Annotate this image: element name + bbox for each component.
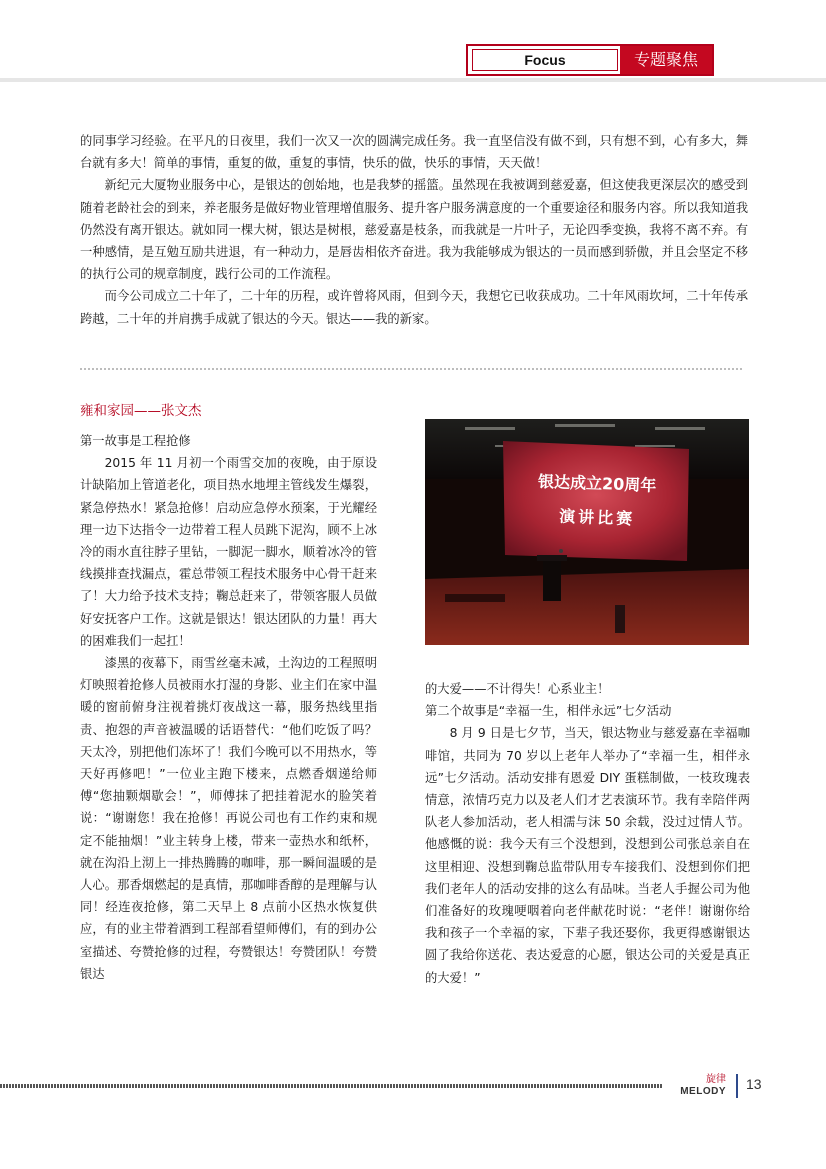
left-column: [80, 430, 377, 985]
footer-brand: [674, 1074, 726, 1098]
story1-continuation: 的大爱——不计得失！心系业主！: [425, 682, 610, 696]
story2-title: 第二个故事是“幸福一生，相伴永远”七夕活动: [425, 704, 672, 719]
footer-brand-cn: 旋律: [706, 1074, 726, 1085]
header-section-label: 专题聚焦: [620, 46, 712, 74]
intro-paragraph-2: 新纪元大厦物业服务中心，是银达的创始地，也是我梦的摇篮。虽然现在我被调到慈爱嘉，但这使我更深层次的感受到随着老龄社会的到来，养老服务是做好物业管理增值服务、提升客户服务满意度的一个重要途径和服务内容。所以我知道我仍然没有离开银达。就如同一棵大树，银达是树根，慈爱嘉是枝条，而我就是一片叶子，无论四季变换，我将不离不弃。有一种感情，是互勉互励共进退，有一种动力，是唇齿相依齐奋进。我为我能够成为银达的一员而感到骄傲，并且会坚定不移的执行公司的规章制度，践行公司的工作流程。: [80, 178, 748, 282]
page-number: 13: [746, 1076, 762, 1092]
section-divider: [80, 368, 742, 370]
story1-paragraph-1: 2015 年 11 月初一个雨雪交加的夜晚，由于原设计缺陷加上管道老化，项目热水地埋主管线发生爆裂，紧急停热水！紧急抢修！启动应急停水预案，于光耀经理一边下达指令一边带着工程人员跳下泥沟，顾不上冰冷的雨水直往脖子里钻，一脚泥一脚水，顺着冰冷的管线摸排查找漏点，霍总带领工程技术服务中心骨干赶来了！大力给予技术支持；鞠总赶来了，带领客服人员做好安抚客户工作。这就是银达！银达团队的力量！再大的困难我们一起扛！: [80, 456, 377, 648]
footer-brand-en: MELODY: [680, 1086, 726, 1097]
section-title: 雍和家园——张文杰: [80, 403, 202, 419]
header-focus-label: Focus: [472, 49, 618, 71]
event-photo: [425, 419, 749, 645]
story1-title: 第一故事是工程抢修: [80, 434, 191, 448]
screen-subtitle-text: 演讲比赛: [558, 506, 636, 529]
screen-title-text: 银达成立20周年: [537, 471, 657, 496]
intro-paragraph-1: 的同事学习经验。在平凡的日夜里，我们一次又一次的圆满完成任务。我一直坚信没有做不到，只有想不到，心有多大，舞台就有多大！简单的事情，重复的做，重复的事情，快乐的做，快乐的事情，天天做！: [80, 134, 748, 171]
intro-text: [80, 130, 748, 330]
story2-paragraph: 8 月 9 日是七夕节，当天，银达物业与慈爱嘉在幸福咖啡馆，共同为 70 岁以上老年人举办了“幸福一生，相伴永远”七夕活动。活动安排有恩爱 DIY 蛋糕制做，一枝玫瑰表情意，浓情巧克力以及老人们才艺表演环节。我有幸陪伴两队老人参加活动，老人相濡与沫 50 余载，没过过情人节。他感慨的说：我今天有三个没想到，没想到公司张总亲自在这里相迎、没想到鞠总监带队用专车接我们、没想到你们把我们老年人的活动安排的这么有品味。当老人手握公司为他们准备好的玫瑰哽咽着向老伴献花时说：“老伴！谢谢你给我和孩子一个幸福的家，下辈子我还娶你，我更得感谢银达圆了我给你送花、表达爱意的心愿，银达公司的关爱是真正的大爱！”: [425, 726, 750, 985]
footer-rule: [0, 1084, 662, 1088]
intro-paragraph-3: 而今公司成立二十年了，二十年的历程，或许曾将风雨，但到今天，我想它已收获成功。二十年风雨坎坷，二十年传承跨越，二十年的并肩携手成就了银达的今天。银达——我的新家。: [80, 289, 748, 326]
header-rule: [0, 78, 826, 82]
footer-separator: [736, 1074, 738, 1098]
right-column: [425, 678, 750, 989]
story1-paragraph-2: 漆黑的夜幕下，雨雪丝毫未减，土沟边的工程照明灯映照着抢修人员被雨水打湿的身影、业主们在家中温暖的窗前俯身注视着挑灯夜战这一幕，服务热线里指责、抱怨的声音被温暖的话语替代：“他们吃饭了吗？天太冷，别把他们冻坏了！我们今晚可以不用热水，等天好再修吧！”一位业主跑下楼来，点燃香烟递给师傅“您抽颗烟歇会！”，师傅抹了把挂着泥水的脸笑着说：“谢谢您！我在抢修！再说公司也有工作约束和规定不能抽烟！”业主转身上楼，带来一壶热水和纸杯，就在沟沿上沏上一排热腾腾的咖啡，那一瞬间温暖的是人心。那香烟燃起的是真情，那咖啡香醇的是理解与认同！经连夜抢修，第二天早上 8 点前小区热水恢复供应，有的业主带着酒到工程部看望师傅们，有的到办公室描述、夸赞抢修的过程，夸赞银达！夸赞团队！夸赞银达: [80, 656, 377, 981]
header-tag: [466, 44, 714, 76]
